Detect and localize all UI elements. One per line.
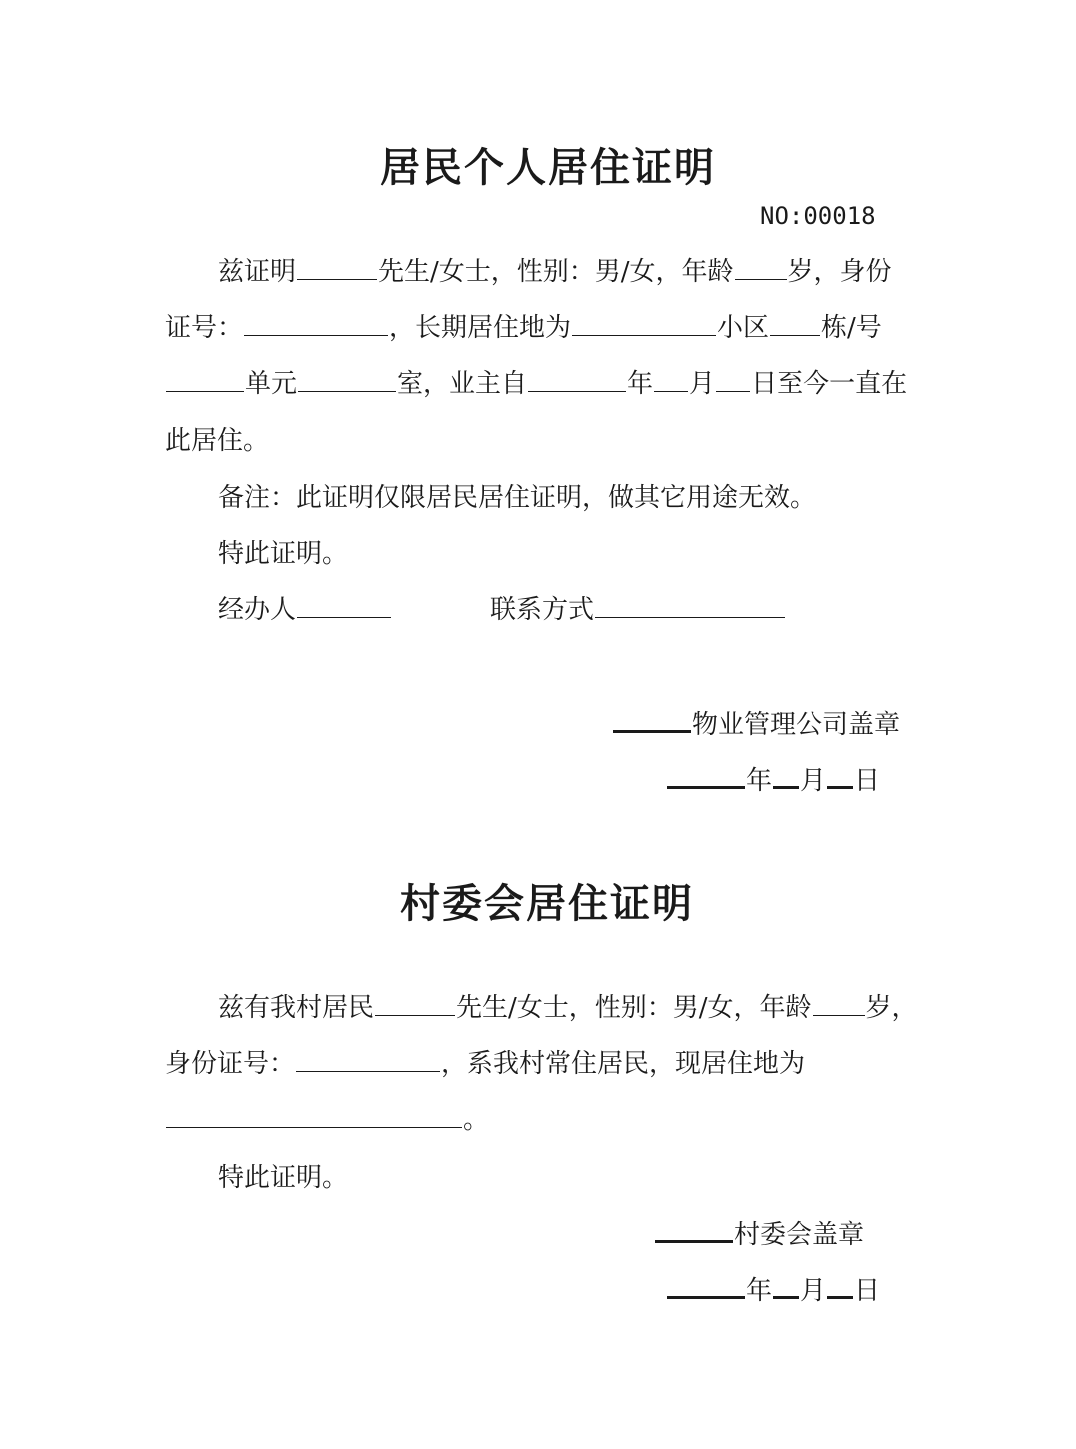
date-month-blank[interactable] [773,1274,799,1299]
doc1-number: NO:00018 [760,202,876,230]
doc2-line1 [218,992,918,1024]
doc1-date [666,764,880,797]
id-number-blank[interactable] [296,1049,440,1072]
residence-blank[interactable] [166,1105,462,1128]
doc1-closing: 特此证明。 [218,539,349,569]
id-number-blank[interactable] [244,313,388,336]
doc1-contact [490,594,786,626]
month-label: 月 [800,1276,827,1306]
doc1-note: 备注：此证明仅限居民居住证明，做其它用途无效。 [218,483,817,513]
address-blank[interactable] [572,313,716,336]
day-label: 日 [854,766,881,796]
doc1-line2 [165,312,882,344]
date-day-blank[interactable] [827,764,853,789]
text: 身份证号： [165,1049,296,1079]
handler-label: 经办人 [218,595,297,625]
text: 室，业主自 [397,369,528,399]
text: 岁，身份 [787,257,892,287]
room-blank[interactable] [298,369,396,392]
building-blank[interactable] [770,313,820,336]
day-blank[interactable] [716,369,750,392]
text: 日至今一直在 [751,369,908,399]
text: 先生/女士，性别：男/女，年龄 [378,257,734,287]
doc1-seal-line [612,708,900,741]
month-label: 月 [800,766,827,796]
month-blank[interactable] [654,369,688,392]
seal-blank[interactable] [613,708,691,733]
doc2-line2 [165,1048,805,1080]
year-label: 年 [746,1276,773,1306]
date-day-blank[interactable] [827,1274,853,1299]
text: 小区 [717,313,770,343]
text: 栋/号 [821,313,882,343]
text: 单元 [245,369,298,399]
year-label: 年 [746,766,773,796]
doc1-handler [218,594,392,626]
doc1-title: 居民个人居住证明 [380,144,716,191]
day-label: 日 [854,1276,881,1306]
contact-blank[interactable] [595,595,785,618]
text: ，长期居住地为 [389,313,572,343]
doc1-line4: 此居住。 [165,426,270,456]
doc2-title: 村委会居住证明 [400,880,694,927]
doc2-date [666,1274,880,1307]
doc1-line1 [218,256,892,288]
seal-blank[interactable] [655,1218,733,1243]
age-blank[interactable] [813,993,865,1016]
doc2-line3 [165,1104,489,1136]
seal-label: 物业管理公司盖章 [692,710,901,740]
text: 年 [627,369,654,399]
date-year-blank[interactable] [667,764,745,789]
text: 兹证明 [218,257,297,287]
doc2-seal-line [654,1218,864,1251]
text: 先生/女士，性别：男/女，年龄 [456,993,812,1023]
contact-label: 联系方式 [490,595,595,625]
seal-label: 村委会盖章 [734,1220,865,1250]
year-blank[interactable] [528,369,626,392]
text: 。 [463,1105,490,1135]
name-blank[interactable] [297,257,377,280]
doc1-line3 [165,368,907,400]
date-year-blank[interactable] [667,1274,745,1299]
text: 证号： [165,313,244,343]
text: 岁， [865,993,918,1023]
text: 月 [689,369,716,399]
name-blank[interactable] [375,993,455,1016]
text: ，系我村常住居民，现居住地为 [441,1049,806,1079]
text: 兹有我村居民 [218,993,375,1023]
age-blank[interactable] [735,257,787,280]
doc2-closing: 特此证明。 [218,1163,349,1193]
handler-blank[interactable] [297,595,391,618]
unit-blank[interactable] [166,369,244,392]
date-month-blank[interactable] [773,764,799,789]
